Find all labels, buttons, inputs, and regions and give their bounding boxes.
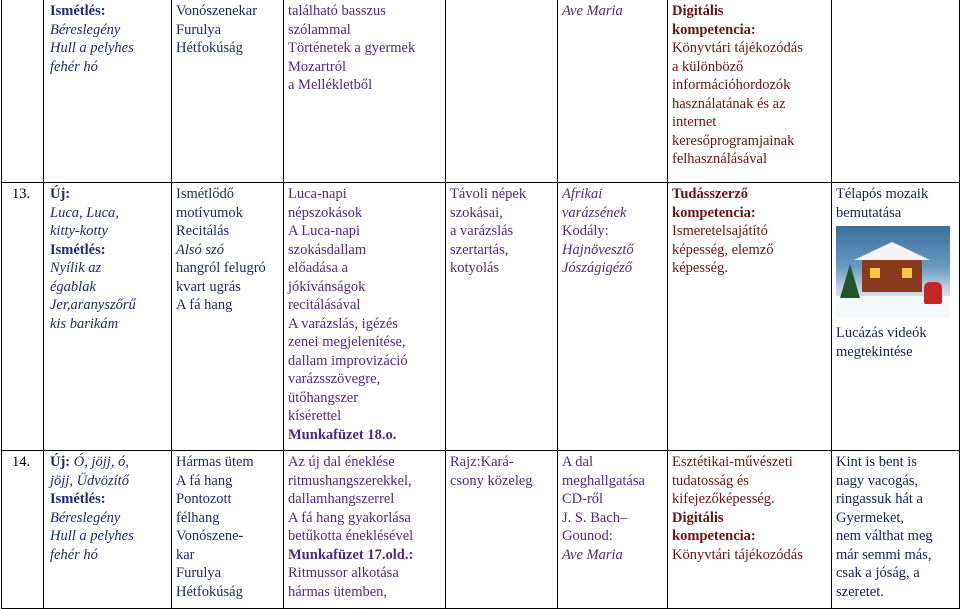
cell-line: Ismeretelsajátító [672, 223, 768, 239]
cell-line: Ismétlés: [50, 491, 106, 507]
cell-line: Hármas ütem [176, 454, 254, 470]
lesson-number: 14. [12, 454, 31, 470]
listening-cell [558, 183, 668, 451]
cell-line: már semmi más, [836, 546, 932, 563]
cell-line: kis barikám [50, 315, 119, 332]
cell-line: információhordozók [672, 77, 791, 93]
table-row [2, 0, 960, 183]
cell-line: képesség. [672, 260, 728, 276]
cell-line: előadása a [288, 260, 348, 276]
activities-cell [284, 183, 446, 451]
cell-line: Hull a pelyhes [50, 40, 134, 56]
cell-line: A fá hang [176, 297, 233, 313]
cell-line: Pontozott [176, 491, 232, 507]
cell-line: Digitális [672, 509, 724, 526]
cell-line: Hull a pelyhes [50, 528, 134, 544]
cell-line: kar [176, 546, 195, 563]
cell-line: Munkafüzet 18.o. [288, 426, 397, 443]
cell-line: Télapós mozaik [836, 186, 929, 202]
cell-line: kifejezőképesség. [672, 491, 775, 507]
music-theory-cell [172, 0, 284, 183]
cell-line: kísérettel [288, 408, 342, 424]
cell-line: Nyílik az [50, 260, 102, 276]
cell-line: motívumok [176, 204, 243, 221]
cell-line: Új: Ó, jöjj, ó, [50, 454, 129, 470]
cell-line: Az új dal éneklése [288, 454, 395, 470]
cell-line: hármas ütemben, [288, 583, 388, 600]
cell-line: bemutatása [836, 204, 902, 221]
cell-line: Távoli népek [450, 186, 527, 202]
cell-line: kvart ugrás [176, 278, 241, 295]
cell-line: Béreslegény [50, 21, 121, 38]
cell-line: Furulya [176, 565, 222, 581]
cell-line: a varázslás [450, 223, 514, 239]
cell-line: Jer,aranyszőrű [50, 297, 136, 313]
listening-cell [558, 0, 668, 183]
cell-line: szokásdallam [288, 241, 367, 258]
mosaic-tree [840, 264, 860, 298]
song-cell [44, 183, 172, 451]
lesson-number-cell [2, 0, 44, 183]
cell-line: kompetencia: [672, 528, 756, 544]
activities-cell [284, 451, 446, 609]
cell-line: ritmushangszerekkel, [288, 472, 412, 489]
cell-line: használatának és az [672, 95, 786, 112]
cell-line: Könyvtári tájékozódás [672, 546, 803, 563]
cell-line: Alsó szó [176, 241, 224, 258]
cell-line: hangról felugró [176, 260, 266, 276]
cell-line: Történetek a gyermek [288, 40, 416, 56]
mosaic-santa [924, 282, 942, 304]
notes-cell [832, 183, 960, 451]
cell-line: varázsének [562, 204, 627, 221]
cell-line: recitálásával [288, 297, 361, 313]
lesson-number-cell [2, 451, 44, 609]
cell-line: népszokások [288, 204, 363, 221]
cell-line: varázsszövegre, [288, 371, 381, 387]
music-theory-cell [172, 183, 284, 451]
competency-cell [668, 0, 832, 183]
cell-line: kompetencia: [672, 204, 756, 221]
cell-line: Kint is bent is [836, 454, 917, 470]
cell-line: Digitális [672, 3, 724, 19]
activities-cell [284, 0, 446, 183]
cell-line: nagy vacogás, [836, 472, 919, 489]
cell-line: A fá hang [176, 472, 233, 489]
lesson-number-cell [2, 183, 44, 451]
cell-line: Ave Maria [562, 546, 623, 563]
cell-line: zenei megjelenítése, [288, 334, 406, 350]
connections-cell [446, 0, 558, 183]
lesson-number: 13. [12, 186, 31, 202]
cell-line: kompetencia: [672, 21, 756, 38]
cell-line: Luca, Luca, [50, 204, 119, 221]
music-theory-cell [172, 451, 284, 609]
cell-line: A Luca-napi [288, 223, 361, 239]
cell-line: Esztétikai-művészeti [672, 454, 793, 470]
cell-line: félhang [176, 509, 220, 526]
cell-line: dallam improvizáció [288, 352, 408, 369]
cell-line: a Mellékletből [288, 77, 373, 93]
cell-line: található basszus [288, 3, 386, 19]
cell-line: szeretet. [836, 583, 884, 600]
cell-line: keresőprogramjainak [672, 132, 795, 149]
cell-line: ringassuk hát a [836, 491, 923, 507]
song-cell [44, 451, 172, 609]
cell-line: J. S. Bach– [562, 509, 628, 526]
cell-line: A dal [562, 454, 594, 470]
cell-line: Lucázás videók [836, 325, 927, 341]
cell-line: Ismétlés: [50, 3, 106, 19]
cell-line: dallamhangszerrel [288, 491, 395, 507]
cell-line: Kodály: [562, 223, 609, 239]
cell-line: kotyolás [450, 260, 500, 276]
table-body [2, 0, 960, 609]
cell-line: Jószágigéző [562, 260, 633, 276]
competency-cell [668, 183, 832, 451]
mosaic-roof [854, 242, 930, 260]
cell-line: felhasználásával [672, 151, 768, 167]
cell-line: szólammal [288, 21, 351, 38]
mosaic-win1 [870, 268, 880, 278]
cell-line: megtekintése [836, 343, 913, 360]
song-cell [44, 0, 172, 183]
cell-line: fehér hó [50, 58, 98, 75]
cell-line: Hétfokúság [176, 40, 243, 56]
cell-line: Béreslegény [50, 509, 121, 526]
connections-cell [446, 451, 558, 609]
competency-cell [668, 451, 832, 609]
cell-line: Tudásszerző [672, 186, 748, 202]
cell-line: égablak [50, 278, 96, 295]
cell-line: Hétfokúság [176, 583, 243, 600]
cell-line: jöjj, Üdvözítő [50, 472, 129, 489]
mosaic-win2 [902, 268, 912, 278]
cell-line: Gyermeket, [836, 509, 905, 526]
cell-line: Ismétlés: [50, 241, 106, 258]
cell-line: szokásai, [450, 204, 503, 221]
table-row [2, 451, 960, 609]
cell-line: kitty-kotty [50, 223, 108, 239]
cell-line: Furulya [176, 21, 222, 38]
cell-line: Könyvtári tájékozódás [672, 40, 803, 56]
cell-line: betűkotta éneklésével [288, 528, 414, 544]
cell-line: Vonószene- [176, 528, 244, 544]
cell-line: a különböző [672, 58, 744, 75]
notes-cell [832, 0, 960, 183]
cell-line: Ave Maria [562, 3, 623, 19]
cell-line: képesség, elemző [672, 241, 774, 258]
cell-line: Afrikai [562, 186, 603, 202]
cell-line: Új: [50, 186, 71, 202]
cell-line: A fá hang gyakorlása [288, 509, 411, 526]
cell-line: Luca-napi [288, 186, 347, 202]
lesson-plan-table [1, 0, 960, 609]
cell-line: szertartás, [450, 241, 509, 258]
cell-line: Recitálás [176, 223, 230, 239]
notes-cell [832, 451, 960, 609]
cell-line: meghallgatása [562, 472, 645, 489]
listening-cell [558, 451, 668, 609]
cell-line: ütőhangszer [288, 389, 359, 406]
cell-line: Munkafüzet 17.old.: [288, 546, 414, 563]
cell-line: Rajz:Kará- [450, 454, 514, 470]
cell-line: CD-ről [562, 491, 604, 507]
cell-line: fehér hó [50, 546, 98, 563]
cell-line: csak a jóság, a [836, 565, 920, 581]
connections-cell [446, 183, 558, 451]
cell-line: tudatosság és [672, 472, 749, 489]
santa-mosaic-image [836, 226, 950, 318]
cell-line: internet [672, 114, 717, 130]
table-row [2, 183, 960, 451]
cell-line: csony közeleg [450, 472, 533, 489]
cell-line: Ismétlődő [176, 186, 234, 202]
cell-line: Mozartról [288, 58, 346, 75]
cell-line: jókívánságok [288, 278, 366, 295]
cell-line: nem válthat meg [836, 528, 933, 544]
cell-line: Hajnövesztő [562, 241, 634, 258]
cell-line: Gounod: [562, 528, 613, 544]
cell-line: Ritmussor alkotása [288, 565, 399, 581]
cell-line: A varázslás, igézés [288, 315, 398, 332]
cell-line: Vonószenekar [176, 3, 258, 19]
